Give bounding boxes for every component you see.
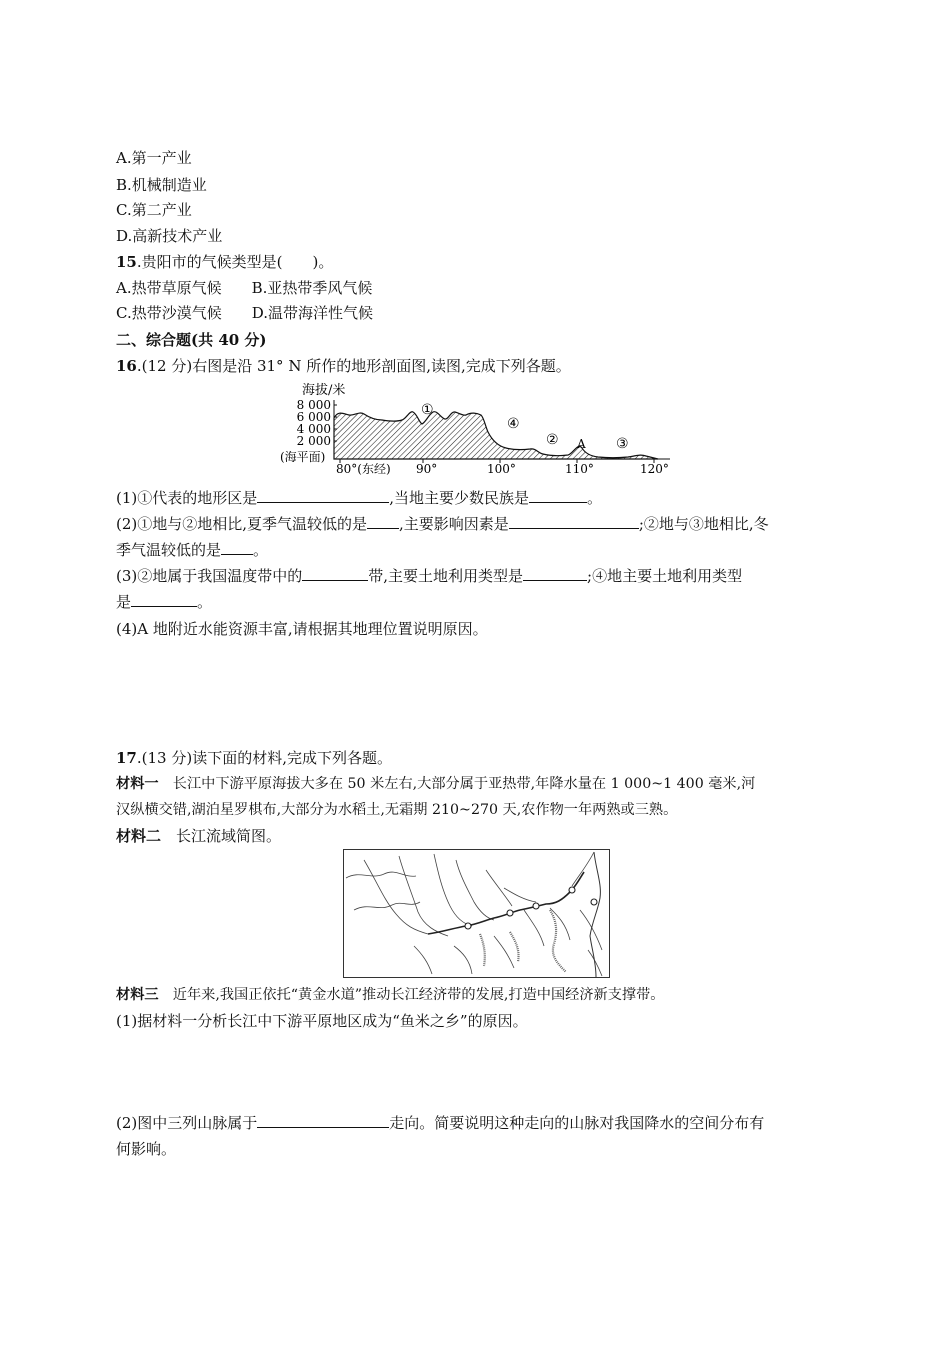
q14-option-a: A.第一产业: [116, 149, 192, 167]
q17-material1-line1: 材料一 长江中下游平原海拔大多在 50 米左右,大部分属于亚热带,年降水量在 1 000~1 400 毫米,河: [116, 776, 756, 792]
q15-option-a: A.热带草原气候: [116, 279, 222, 297]
terrain-profile-shape: [334, 412, 658, 459]
city-marker: [591, 899, 597, 905]
profile-sea-level-label: (海平面): [280, 450, 326, 464]
profile-marker-a: A: [577, 437, 586, 451]
q15-option-b: B.亚热带季风气候: [251, 279, 373, 297]
material1-label: 材料一: [116, 776, 159, 792]
q17-part2-line1: (2)图中三列山脉属于 走向。简要说明这种走向的山脉对我国降水的空间分布有: [116, 1114, 765, 1132]
profile-marker-4: ④: [507, 416, 520, 432]
q15-stem: [116, 252, 333, 272]
mountain-range-2: [510, 932, 519, 962]
q14-option-d: D.高新技术产业: [116, 227, 223, 245]
profile-y-label: 海拔/米: [302, 383, 346, 398]
q14-option-c: C.第二产业: [116, 201, 192, 219]
q16-number: 16: [116, 357, 137, 375]
q16-blank-colder-winter[interactable]: [221, 540, 253, 555]
profile-ytick-6000: 6 000: [296, 410, 331, 424]
q14-option-b: B.机械制造业: [116, 176, 207, 194]
yangtze-basin-map: [343, 849, 610, 978]
q17-material3: 材料三 近年来,我国正依托“黄金水道”推动长江经济带的发展,打造中国经济新支撑带。: [116, 987, 665, 1003]
q15-number: 15: [116, 253, 137, 271]
city-marker: [507, 910, 513, 916]
q17-stem: [116, 748, 392, 768]
city-marker: [533, 903, 539, 909]
q17-material2: 材料二 长江流域简图。: [116, 827, 282, 845]
q16-blank-temperature-zone[interactable]: [302, 566, 368, 581]
q16-blank-land-use-4[interactable]: [131, 592, 197, 607]
q16-blank-cooler-summer[interactable]: [367, 514, 399, 529]
q16-stem-text: .(12 分)右图是沿 31° N 所作的地形剖面图,读图,完成下列各题。: [136, 357, 571, 375]
profile-marker-3: ③: [616, 436, 629, 452]
q16-part3-line2: 是 。: [116, 593, 213, 611]
profile-ytick-4000: 4 000: [296, 422, 331, 436]
q15-stem-text: .贵阳市的气候类型是( )。: [136, 253, 334, 271]
q15-option-c: C.热带沙漠气候: [116, 304, 222, 322]
q16-part2-line2: 季气温较低的是 。: [116, 541, 269, 559]
q17-stem-text: .(13 分)读下面的材料,完成下列各题。: [136, 749, 392, 767]
q16-part4: (4)A 地附近水能资源丰富,请根据其地理位置说明原因。: [116, 620, 488, 638]
q16-part3-line1: (3)②地属于我国温度带中的 带,主要土地利用类型是 ;④地主要土地利用类型: [116, 567, 743, 585]
mountain-range-1: [480, 934, 485, 966]
q16-stem: [116, 356, 571, 376]
material3-label: 材料三: [116, 987, 159, 1003]
profile-xtick-90: 90°: [416, 462, 438, 476]
city-marker: [465, 923, 471, 929]
section-heading: 二、综合题(共 40 分): [116, 331, 267, 349]
q16-blank-main-factor[interactable]: [509, 514, 639, 529]
profile-xtick-80: 80°(东经): [336, 462, 391, 476]
profile-xtick-110: 110°: [565, 462, 594, 476]
q17-part2-line2: 何影响。: [116, 1140, 177, 1158]
q17-blank-mountain-direction[interactable]: [257, 1113, 389, 1128]
profile-xtick-120: 120°: [640, 462, 669, 476]
q16-part2-line1: (2)①地与②地相比,夏季气温较低的是 ,主要影响因素是 ;②地与③地相比,冬: [116, 515, 769, 533]
profile-marker-2: ②: [546, 432, 559, 448]
q16-blank-land-use-2[interactable]: [523, 566, 587, 581]
city-marker: [569, 887, 575, 893]
q17-material1-line2: 汉纵横交错,湖泊星罗棋布,大部分为水稻土,无霜期 210~270 天,农作物一年两熟或三熟。: [116, 802, 678, 818]
coastline: [590, 852, 600, 977]
yangtze-basin-map-drawing: [344, 850, 609, 977]
profile-xtick-100: 100°: [487, 462, 516, 476]
q17-number: 17: [116, 749, 137, 767]
profile-ytick-8000: 8 000: [296, 398, 331, 412]
material2-label: 材料二: [116, 827, 162, 845]
q15-options-row2: [116, 303, 373, 323]
q16-blank-ethnic-group[interactable]: [529, 488, 587, 503]
yangtze-river-line: [428, 872, 584, 934]
q16-part1: (1)①代表的地形区是 ,当地主要少数民族是 。: [116, 489, 603, 507]
mountain-range-3: [550, 910, 566, 972]
q17-part1: (1)据材料一分析长江中下游平原地区成为“鱼米之乡”的原因。: [116, 1012, 528, 1030]
profile-ytick-2000: 2 000: [296, 434, 331, 448]
q15-option-d: D.温带海洋性气候: [251, 304, 373, 322]
terrain-profile-figure: [278, 380, 678, 476]
profile-marker-1: ①: [421, 402, 434, 418]
q15-options-row1: [116, 278, 372, 298]
q16-blank-landform[interactable]: [257, 488, 389, 503]
